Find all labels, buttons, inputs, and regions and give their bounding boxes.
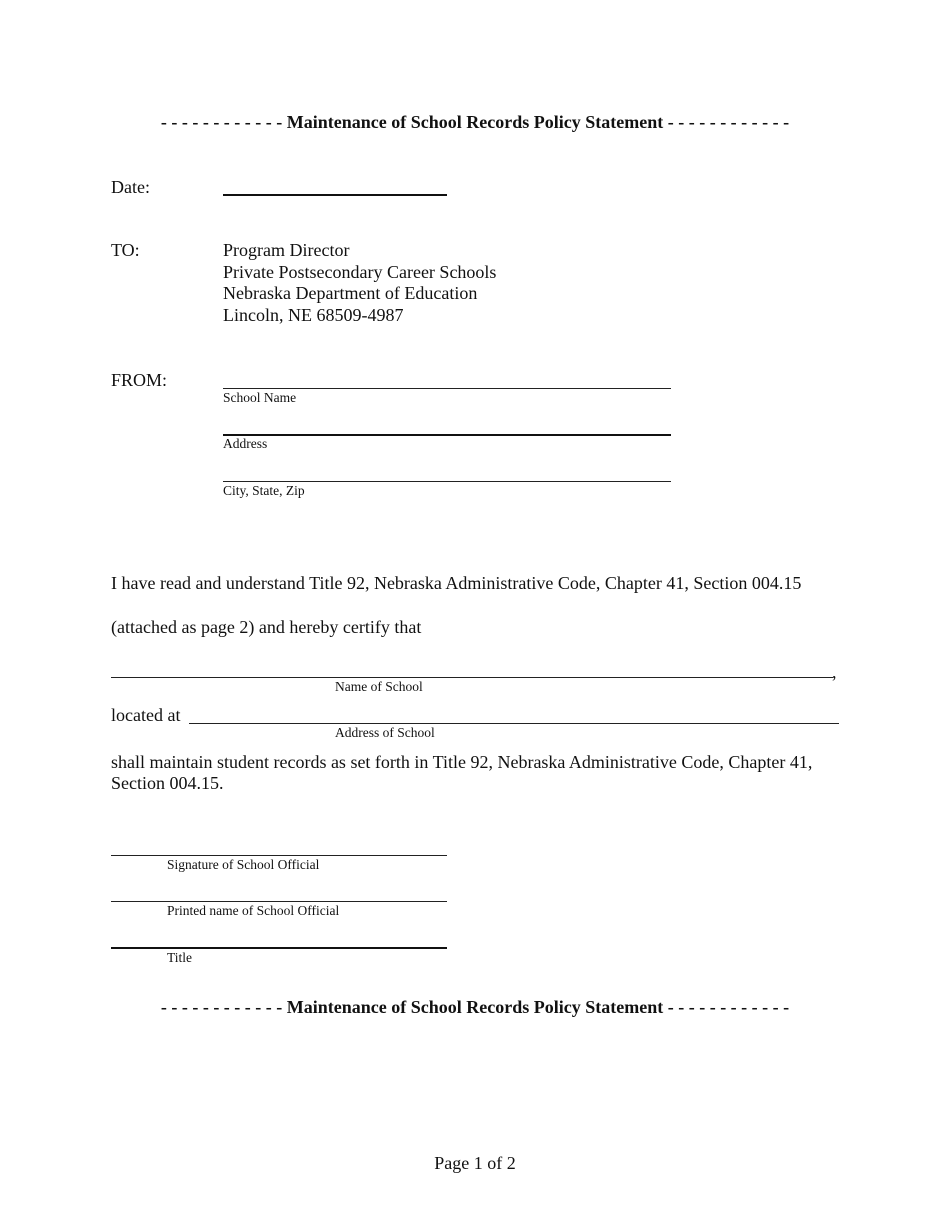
address-of-school-line[interactable] (189, 723, 839, 724)
signature-line[interactable] (111, 855, 447, 856)
title-dashes-left: - - - - - - - - - - - - (160, 112, 283, 132)
date-field-line[interactable] (223, 194, 447, 196)
city-state-zip-caption: City, State, Zip (223, 483, 305, 498)
certification-line-1: I have read and understand Title 92, Nebraska Administrative Code, Chapter 41, Section 004.15 (111, 573, 802, 593)
recipient-line: Nebraska Department of Education (223, 283, 478, 304)
recipient-line: Program Director (223, 240, 350, 260)
address-line[interactable] (223, 434, 671, 436)
title-text: Maintenance of School Records Policy Statement (286, 112, 664, 132)
address-caption: Address (223, 436, 268, 451)
title-caption: Title (167, 950, 193, 965)
located-at-label: located at (111, 705, 181, 725)
signature-caption: Signature of School Official (167, 857, 320, 872)
footer-title (0, 997, 950, 1018)
certification-line-2: (attached as page 2) and hereby certify that (111, 617, 422, 637)
from-label: FROM: (111, 370, 168, 390)
recipient-line: Lincoln, NE 68509-4987 (223, 305, 404, 326)
name-of-school-line[interactable] (111, 677, 833, 678)
title-line[interactable] (111, 947, 447, 949)
page-number: Page 1 of 2 (434, 1153, 516, 1173)
recipient-address (223, 240, 496, 327)
footer-title-text: Maintenance of School Records Policy Statement (286, 997, 664, 1017)
recipient-line: Private Postsecondary Career Schools (223, 261, 497, 282)
footer-dashes-right: - - - - - - - - - - - - (667, 997, 790, 1017)
school-name-line[interactable] (223, 388, 671, 389)
footer-dashes-left: - - - - - - - - - - - - (160, 997, 283, 1017)
to-label: TO: (111, 240, 140, 260)
city-state-zip-line[interactable] (223, 481, 671, 482)
printed-name-line[interactable] (111, 901, 447, 902)
school-name-caption: School Name (223, 390, 297, 405)
page-title (0, 112, 950, 133)
printed-name-caption: Printed name of School Official (167, 903, 340, 918)
certification-closing: shall maintain student records as set forth in Title 92, Nebraska Administrative Code, Chapter 41, Section 004.15. (111, 752, 813, 793)
address-of-school-caption: Address of School (335, 725, 435, 740)
title-dashes-right: - - - - - - - - - - - - (667, 112, 790, 132)
comma: , (832, 662, 837, 682)
date-label: Date: (111, 177, 150, 197)
name-of-school-caption: Name of School (335, 679, 423, 694)
